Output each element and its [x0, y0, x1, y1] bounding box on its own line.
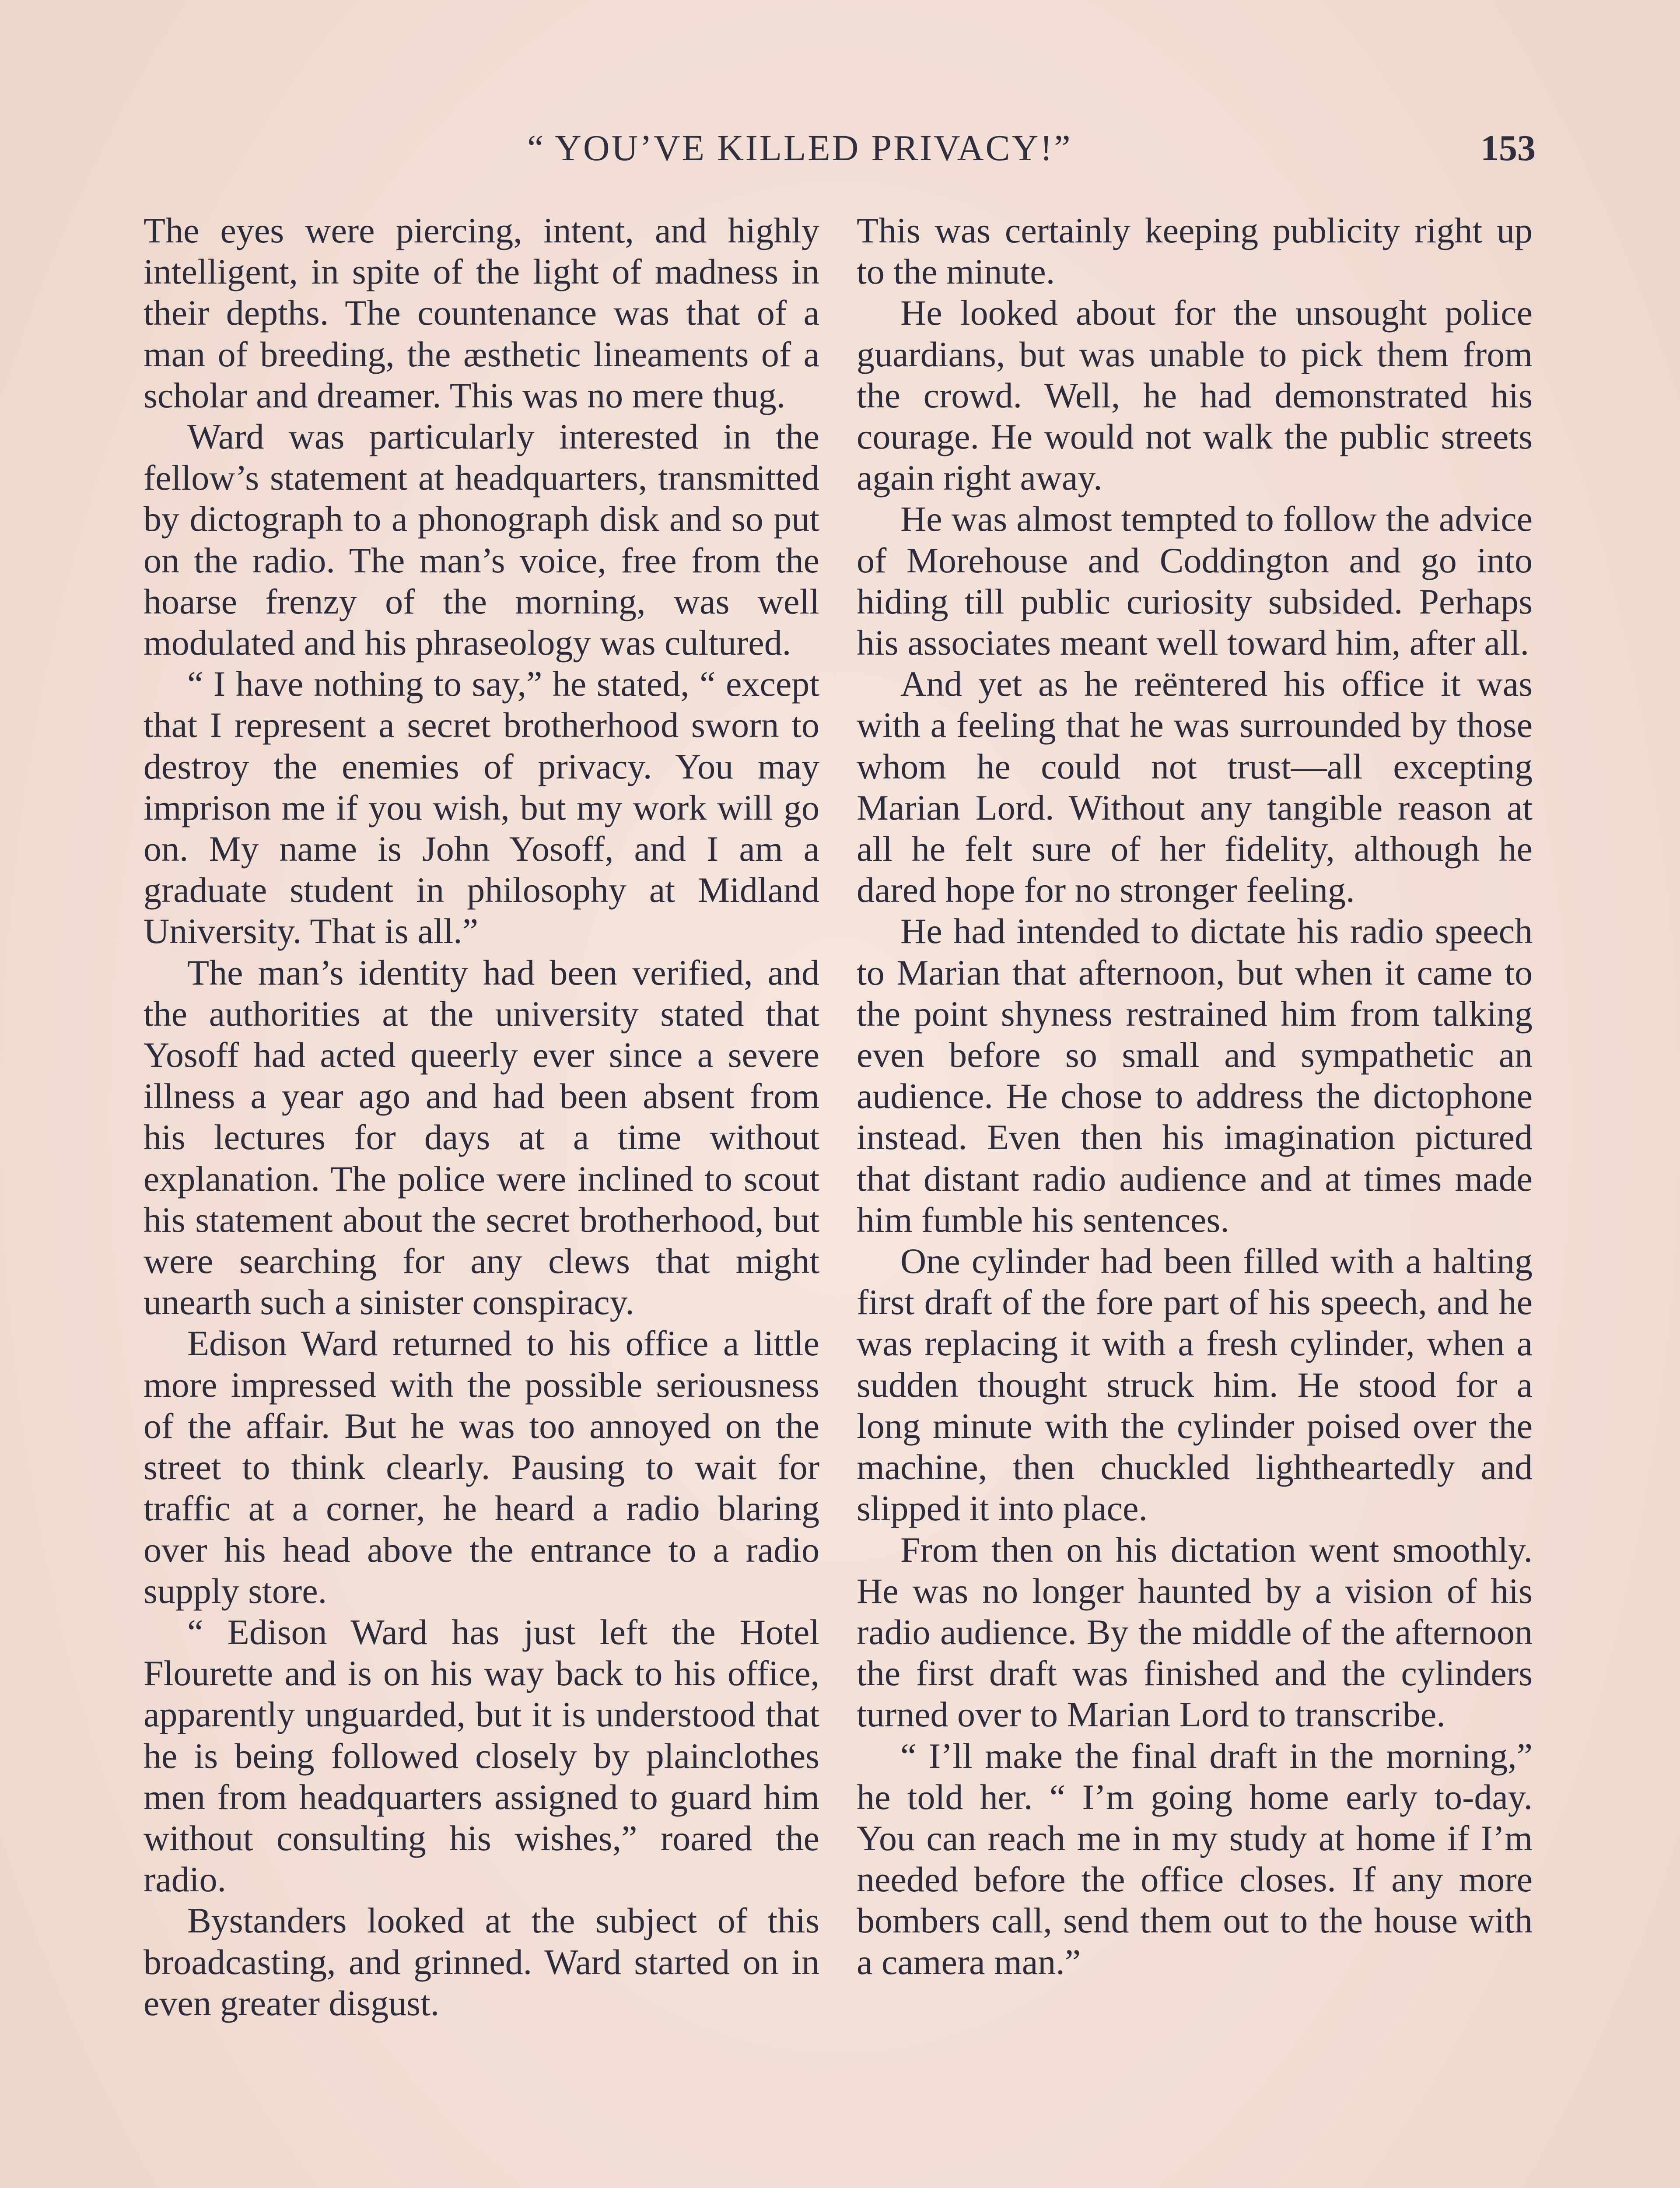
paragraph: The man’s identity had been verified, and the authorities at the university stated that Yosoff had acted queerly ever since a severe illness a year ago and had been absent from his lectures for days at a time without explanation. The police were inclined to scout his statement about the secret brotherhood, but were searching for any clews that might unearth such a sinister conspiracy.	[144, 952, 819, 1322]
paragraph: “ I have nothing to say,” he stated, “ except that I represent a secret brotherhood sworn to destroy the enemies of privacy. You may imprison me if you wish, but my work will go on. My name is John Yosoff, and I am a graduate student in philosophy at Midland University. That is all.”	[144, 664, 819, 951]
paragraph: Ward was particularly interested in the fellow’s statement at headquarters, transmitted by dictograph to a phonograph disk and so put on the radio. The man’s voice, free from the hoarse frenzy of the morning, was well modulated and his phraseology was cultured.	[144, 417, 819, 663]
paragraph: One cylinder had been filled with a halting first draft of the fore part of his speech, and he was replacing it with a fresh cylinder, when a sudden thought struck him. He stood for a long minute with the cylinder poised over the machine, then chuckled lightheartedly and slipped it into place.	[857, 1241, 1533, 1529]
paragraph: He had intended to dictate his radio speech to Marian that afternoon, but when it came to the point shyness restrained him from talking even before so small and sympathetic an audience. He chose to address the dictophone instead. Even then his imagination pictured that distant radio audience and at times made him fumble his sentences.	[857, 911, 1533, 1240]
paragraph: From then on his dictation went smoothly. He was no longer haunted by a vision of his radio audience. By the middle of the afternoon the first draft was finished and the cylinders turned over to Marian Lord to transcribe.	[857, 1529, 1533, 1735]
paragraph: He looked about for the unsought police guardians, but was unable to pick them from the crowd. Well, he had demonstrated his courage. He would not walk the public streets again right away.	[857, 293, 1533, 498]
page-number: 153	[1480, 128, 1536, 168]
paragraph: He was almost tempted to follow the advice of Morehouse and Coddington and go into hiding till public curiosity subsided. Perhaps his associates meant well toward him, after all.	[857, 499, 1533, 663]
right-column	[857, 210, 1533, 1983]
paragraph: This was certainly keeping publicity right up to the minute.	[857, 210, 1533, 292]
left-column	[144, 210, 819, 2024]
paragraph: “ Edison Ward has just left the Hotel Flourette and is on his way back to his office, apparently unguarded, but it is understood that he is being followed closely by plainclothes men from headquarters assigned to guard him without consulting his wishes,” roared the radio.	[144, 1612, 819, 1900]
paragraph: The eyes were piercing, intent, and highly intelligent, in spite of the light of madness in their depths. The countenance was that of a man of breeding, the æsthetic lineaments of a scholar and dreamer. This was no mere thug.	[144, 210, 819, 415]
running-title: “ YOU’VE KILLED PRIVACY!”	[527, 128, 1072, 168]
page-header	[144, 127, 1536, 184]
paragraph: And yet as he reëntered his office it was with a feeling that he was surrounded by those whom he could not trust—all excepting Marian Lord. Without any tangible reason at all he felt sure of her fidelity, although he dared hope for no stronger feeling.	[857, 664, 1533, 910]
paragraph: “ I’ll make the final draft in the morning,” he told her. “ I’m going home early to-day. You can reach me in my study at home if I’m needed before the office closes. If any more bombers call, send them out to the house with a camera man.”	[857, 1736, 1533, 1982]
paragraph: Bystanders looked at the subject of this broadcasting, and grinned. Ward started on in even greater disgust.	[144, 1900, 819, 2023]
paragraph: Edison Ward returned to his office a little more impressed with the possible seriousness of the affair. But he was too annoyed on the street to think clearly. Pausing to wait for traffic at a corner, he heard a radio blaring over his head above the entrance to a radio supply store.	[144, 1323, 819, 1611]
